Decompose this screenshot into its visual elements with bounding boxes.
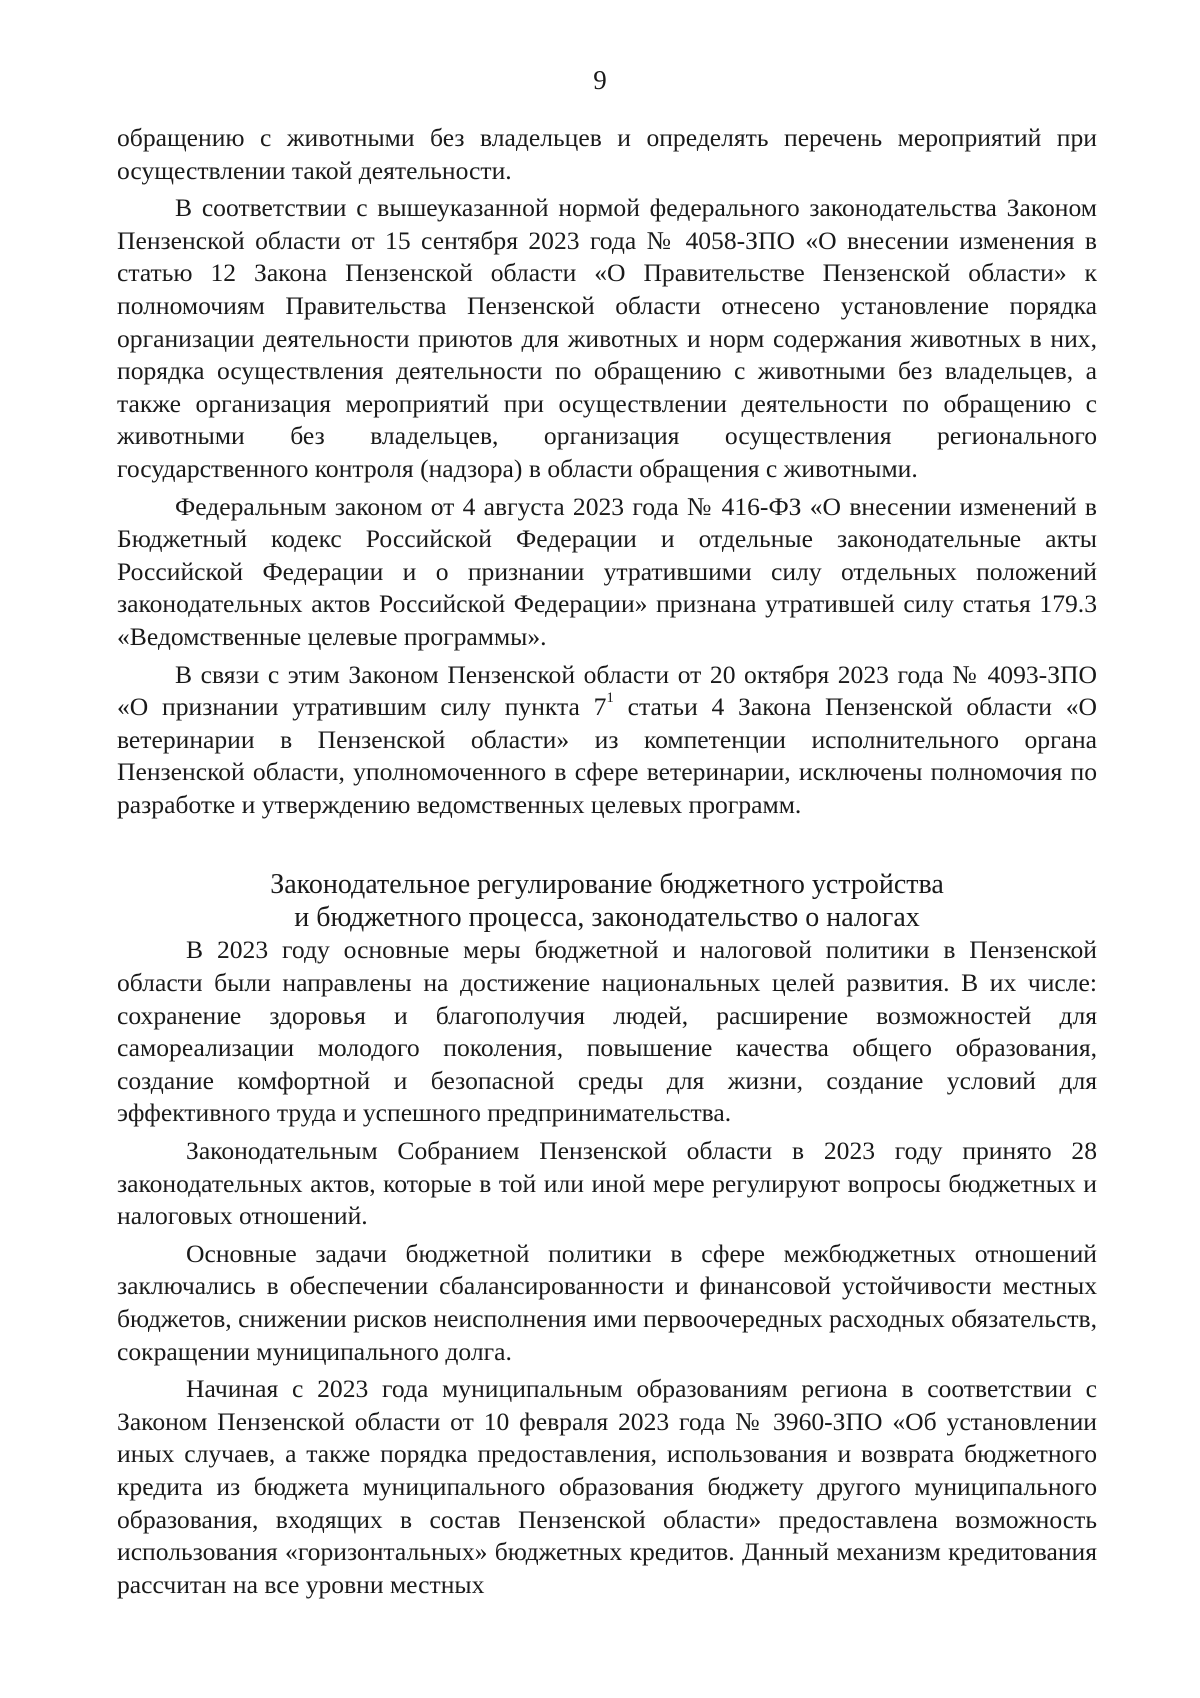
section-heading <box>117 868 1097 934</box>
paragraph-law-4093 <box>117 659 1097 822</box>
paragraph-law-4093-part1: В связи с этим Законом Пензенской области от 20 октября 2023 года № 4093-ЗПО «О признании утратившим силу пункта 7 <box>117 659 1097 722</box>
paragraph-interbudget-tasks: Основные задачи бюджетной политики в сфере межбюджетных отношений заключались в обеспечении сбалансированности и финансовой устойчивости местных бюджетов, снижении рисков неисполнения ими первоочередных расходных обязательств, сокращении муниципального долга. <box>117 1238 1097 1366</box>
section-heading-line2: и бюджетного процесса, законодательство о налогах <box>294 902 920 934</box>
paragraph-continuation: обращению с животными без владельцев и определять перечень мероприятий при осуществлении такой деятельности. <box>117 123 1097 185</box>
superscript-footnote: 1 <box>606 689 614 706</box>
paragraph-budget-policy: В 2023 году основные меры бюджетной и налоговой политики в Пензенской области были направлены на достижение национальных целей развития. В их числе: сохранение здоровья и благополучия людей, расширение возможностей для самореализации молодого поколения, повышение качества общего образования, создание комфортной и безопасной среды для жизни, создание условий для эффективного труда и успешного предпринимательства. <box>117 935 1097 1128</box>
paragraph-law-4058: В соответствии с вышеуказанной нормой федерального законодательства Законом Пензенской области от 15 сентября 2023 года № 4058-ЗПО «О внесении изменения в статью 12 Закона Пензенской области «О Правительстве Пензенской области» к полномочиям Правительства Пензенской области отнесено установление порядка организации деятельности приютов для животных и норм содержания животных в них, порядка осуществления деятельности по обращению с животными без владельцев, а также организация мероприятий при осуществлении деятельности по обращению с животными без владельцев, организация осуществления регионального государственного контроля (надзора) в области обращения с животными. <box>117 193 1097 483</box>
paragraph-law-4093-part2: статьи 4 Закона Пензенской области «О ветеринарии в Пензенской области» из компетенции исполнительного органа Пензенской области, уполномоченного в сфере ветеринарии, исключены полномочия по разработке и утверждению ведомственных целевых программ. <box>117 692 1098 819</box>
section-heading-line1: Законодательное регулирование бюджетного устройства <box>270 869 944 901</box>
document-body <box>117 122 1097 1601</box>
paragraph-federal-law-416: Федеральным законом от 4 августа 2023 года № 416-ФЗ «О внесении изменений в Бюджетный кодекс Российской Федерации и отдельные законодательные акты Российской Федерации и о признании утратившими силу отдельных положений законодательных актов Российской Федерации» признана утратившей силу статья 179.3 «Ведомственные целевые программы». <box>117 491 1097 651</box>
paragraph-legislative-acts: Законодательным Собранием Пензенской области в 2023 году принято 28 законодательных актов, которые в той или иной мере регулируют вопросы бюджетных и налоговых отношений. <box>117 1136 1097 1231</box>
paragraph-horizontal-credits: Начиная с 2023 года муниципальным образованиям региона в соответствии с Законом Пензенской области от 10 февраля 2023 года № 3960-ЗПО «Об установлении иных случаев, а также порядка предоставления, использования и возврата бюджетного кредита из бюджета муниципального образования бюджету другого муниципального образования, входящих в состав Пензенской области» предоставлена возможность использования «горизонтальных» бюджетных кредитов. Данный механизм кредитования рассчитан на все уровни местных <box>117 1374 1097 1599</box>
page-number: 9 <box>593 65 607 95</box>
